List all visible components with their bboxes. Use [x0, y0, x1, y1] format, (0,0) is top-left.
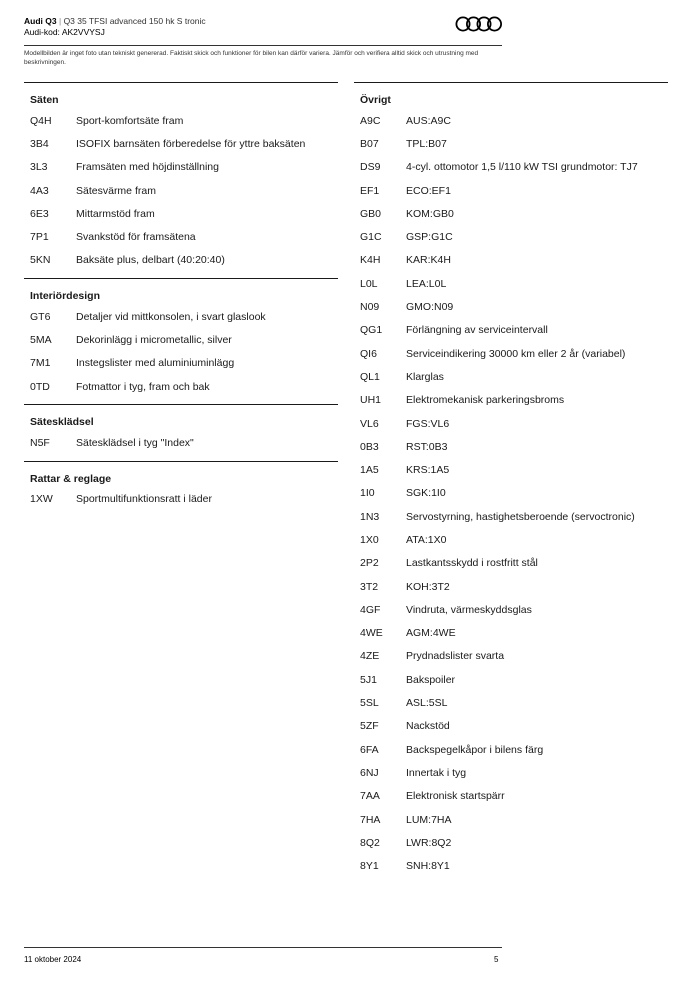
equipment-description: LEA:L0L [406, 277, 447, 290]
equipment-row [24, 156, 338, 179]
variant-name: Q3 35 TFSI advanced 150 hk S tronic [63, 16, 206, 26]
equipment-code: 7M1 [30, 357, 51, 370]
equipment-code: GB0 [360, 207, 382, 220]
equipment-code: QI6 [360, 347, 377, 360]
equipment-code: 1A5 [360, 464, 379, 477]
equipment-code: 7P1 [30, 231, 49, 244]
equipment-row [24, 249, 338, 272]
footer-divider [24, 947, 502, 948]
header-separator: | [58, 16, 62, 26]
equipment-description: Svankstöd för framsätena [76, 231, 196, 244]
equipment-row [354, 528, 668, 551]
equipment-code: 4ZE [360, 650, 380, 663]
equipment-code: 3T2 [360, 580, 379, 593]
equipment-row [24, 431, 338, 454]
equipment-description: KOM:GB0 [406, 207, 454, 220]
equipment-code: K4H [360, 254, 381, 267]
equipment-row [354, 272, 668, 295]
equipment-description: KAR:K4H [406, 254, 451, 267]
equipment-row [354, 156, 668, 179]
equipment-code: 4WE [360, 627, 383, 640]
equipment-description: KOH:3T2 [406, 580, 450, 593]
equipment-row [354, 552, 668, 575]
equipment-row [354, 482, 668, 505]
equipment-code: N09 [360, 301, 380, 314]
section-title: Sätesklädsel [30, 416, 94, 429]
equipment-row [354, 622, 668, 645]
equipment-description: Vindruta, värmeskyddsglas [406, 603, 532, 616]
equipment-row [24, 202, 338, 225]
equipment-description: Prydnadslister svarta [406, 650, 505, 663]
equipment-code: DS9 [360, 161, 381, 174]
equipment-description: TPL:B07 [406, 137, 447, 150]
left-column [24, 82, 338, 517]
section-title: Rattar & reglage [30, 472, 112, 485]
equipment-row [354, 342, 668, 365]
equipment-code: 6FA [360, 743, 379, 756]
equipment-row [354, 691, 668, 714]
section-title: Övrigt [360, 94, 391, 106]
equipment-description: Lastkantsskydd i rostfritt stål [406, 557, 538, 570]
equipment-code: 1X0 [360, 533, 379, 546]
equipment-code: QG1 [360, 324, 383, 337]
equipment-code: G1C [360, 231, 382, 244]
equipment-section [24, 278, 338, 404]
equipment-description: Innertak i tyg [406, 766, 467, 779]
equipment-code: 0B3 [360, 440, 379, 453]
equipment-code: 1N3 [360, 510, 380, 523]
equipment-code: 5KN [30, 254, 51, 267]
equipment-row [354, 202, 668, 225]
equipment-code: GT6 [30, 310, 51, 323]
equipment-code: 6NJ [360, 766, 379, 779]
equipment-row [354, 761, 668, 784]
equipment-description: FGS:VL6 [406, 417, 450, 430]
equipment-code: N5F [30, 436, 50, 449]
equipment-row [354, 225, 668, 248]
audi-code-value: AK2VVYSJ [61, 27, 105, 37]
equipment-description: Dekorinlägg i micrometallic, silver [76, 334, 232, 347]
equipment-row [24, 352, 338, 375]
equipment-code: L0L [360, 277, 378, 290]
header-model-line [24, 16, 502, 27]
equipment-section [24, 461, 338, 517]
equipment-section [24, 82, 338, 278]
equipment-row [354, 855, 668, 878]
equipment-code: 5J1 [360, 673, 377, 686]
equipment-description: Servostyrning, hastighetsberoende (servoctronic) [406, 510, 635, 523]
equipment-code: 4GF [360, 603, 381, 616]
equipment-code: 8Q2 [360, 836, 380, 849]
equipment-row [354, 365, 668, 388]
right-column [354, 82, 668, 884]
equipment-row [354, 109, 668, 132]
equipment-row [354, 458, 668, 481]
equipment-description: Backspegelkåpor i bilens färg [406, 743, 544, 756]
brand-model: Audi Q3 [24, 16, 57, 26]
equipment-row [354, 668, 668, 691]
equipment-description: Nackstöd [406, 720, 450, 733]
audi-code-line [24, 27, 502, 38]
section-title: Interiördesign [30, 290, 101, 303]
equipment-row [354, 412, 668, 435]
equipment-description: SNH:8Y1 [406, 860, 450, 873]
equipment-row [24, 375, 338, 398]
equipment-code: 4A3 [30, 184, 49, 197]
equipment-description: RST:0B3 [406, 440, 448, 453]
equipment-row [354, 389, 668, 412]
equipment-description: LWR:8Q2 [406, 836, 452, 849]
equipment-description: Baksäte plus, delbart (40:20:40) [76, 254, 225, 267]
equipment-code: 8Y1 [360, 860, 379, 873]
equipment-description: Framsäten med höjdinställning [76, 161, 219, 174]
equipment-code: 2P2 [360, 557, 379, 570]
equipment-code: Q4H [30, 114, 52, 127]
equipment-code: 1I0 [360, 487, 375, 500]
footer-date: 11 oktober 2024 [24, 955, 82, 964]
equipment-description: ATA:1X0 [406, 533, 447, 546]
equipment-description: Elektronisk startspärr [406, 790, 505, 803]
section-title: Säten [30, 94, 59, 106]
equipment-description: 4-cyl. ottomotor 1,5 l/110 kW TSI grundmotor: TJ7 [406, 161, 638, 174]
equipment-row [24, 109, 338, 132]
equipment-code: QL1 [360, 370, 380, 383]
equipment-description: GMO:N09 [406, 301, 454, 314]
disclaimer-text: Modellbilden är inget foto utan tekniskt genererad. Faktiskt skick och funktioner för bilen kan därför variera. Jämför och verifiera alltid skick och utrustning med beskrivningen. [24, 50, 479, 66]
equipment-row [354, 715, 668, 738]
equipment-code: A9C [360, 114, 381, 127]
equipment-description: GSP:G1C [406, 231, 453, 244]
equipment-code: 7HA [360, 813, 381, 826]
equipment-row [354, 435, 668, 458]
equipment-description: ASL:5SL [406, 697, 448, 710]
equipment-row [24, 225, 338, 248]
audi-code-label: Audi-kod: [24, 27, 60, 37]
equipment-description: LUM:7HA [406, 813, 452, 826]
equipment-row [354, 295, 668, 318]
equipment-row [354, 575, 668, 598]
equipment-description: Serviceindikering 30000 km eller 2 år (variabel) [406, 347, 626, 360]
equipment-row [24, 179, 338, 202]
document-header [24, 16, 502, 38]
equipment-code: 7AA [360, 790, 380, 803]
equipment-code: 3L3 [30, 161, 48, 174]
equipment-code: VL6 [360, 417, 379, 430]
header-divider [24, 45, 502, 46]
equipment-row [354, 249, 668, 272]
equipment-description: AGM:4WE [406, 627, 456, 640]
equipment-description: Instegslister med aluminiuminlägg [76, 357, 235, 370]
equipment-row [354, 785, 668, 808]
equipment-description: Bakspoiler [406, 673, 456, 686]
equipment-code: 3B4 [30, 137, 49, 150]
equipment-code: UH1 [360, 394, 382, 407]
equipment-code: EF1 [360, 184, 380, 197]
equipment-code: 1XW [30, 493, 53, 506]
equipment-description: Sportmultifunktionsratt i läder [76, 493, 212, 506]
equipment-code: 5SL [360, 697, 379, 710]
equipment-description: Elektromekanisk parkeringsbroms [406, 394, 565, 407]
equipment-description: Fotmattor i tyg, fram och bak [76, 380, 210, 393]
equipment-row [354, 132, 668, 155]
equipment-description: Klarglas [406, 370, 444, 383]
equipment-row [354, 179, 668, 202]
equipment-description: AUS:A9C [406, 114, 451, 127]
equipment-row [354, 319, 668, 342]
equipment-row [354, 645, 668, 668]
equipment-row [354, 831, 668, 854]
equipment-row [354, 598, 668, 621]
equipment-row [24, 132, 338, 155]
audi-rings-icon [455, 15, 503, 33]
equipment-description: Sport-komfortsäte fram [76, 114, 184, 127]
equipment-description: Sätesklädsel i tyg "Index" [76, 436, 194, 449]
equipment-row [24, 305, 338, 328]
equipment-description: Mittarmstöd fram [76, 207, 155, 220]
equipment-description: ECO:EF1 [406, 184, 451, 197]
equipment-section [354, 82, 668, 884]
equipment-description: Sätesvärme fram [76, 184, 156, 197]
page-number: 5 [494, 955, 499, 964]
equipment-code: 5ZF [360, 720, 379, 733]
equipment-description: SGK:1I0 [406, 487, 446, 500]
equipment-section [24, 404, 338, 460]
equipment-description: KRS:1A5 [406, 464, 450, 477]
equipment-row [24, 328, 338, 351]
equipment-row [354, 505, 668, 528]
equipment-description: Detaljer vid mittkonsolen, i svart glaslook [76, 310, 266, 323]
equipment-row [24, 488, 338, 511]
equipment-code: B07 [360, 137, 379, 150]
equipment-code: 5MA [30, 334, 52, 347]
equipment-description: Förlängning av serviceintervall [406, 324, 548, 337]
equipment-row [354, 738, 668, 761]
equipment-code: 0TD [30, 380, 50, 393]
equipment-description: ISOFIX barnsäten förberedelse för yttre baksäten [76, 137, 306, 150]
equipment-code: 6E3 [30, 207, 49, 220]
equipment-row [354, 808, 668, 831]
